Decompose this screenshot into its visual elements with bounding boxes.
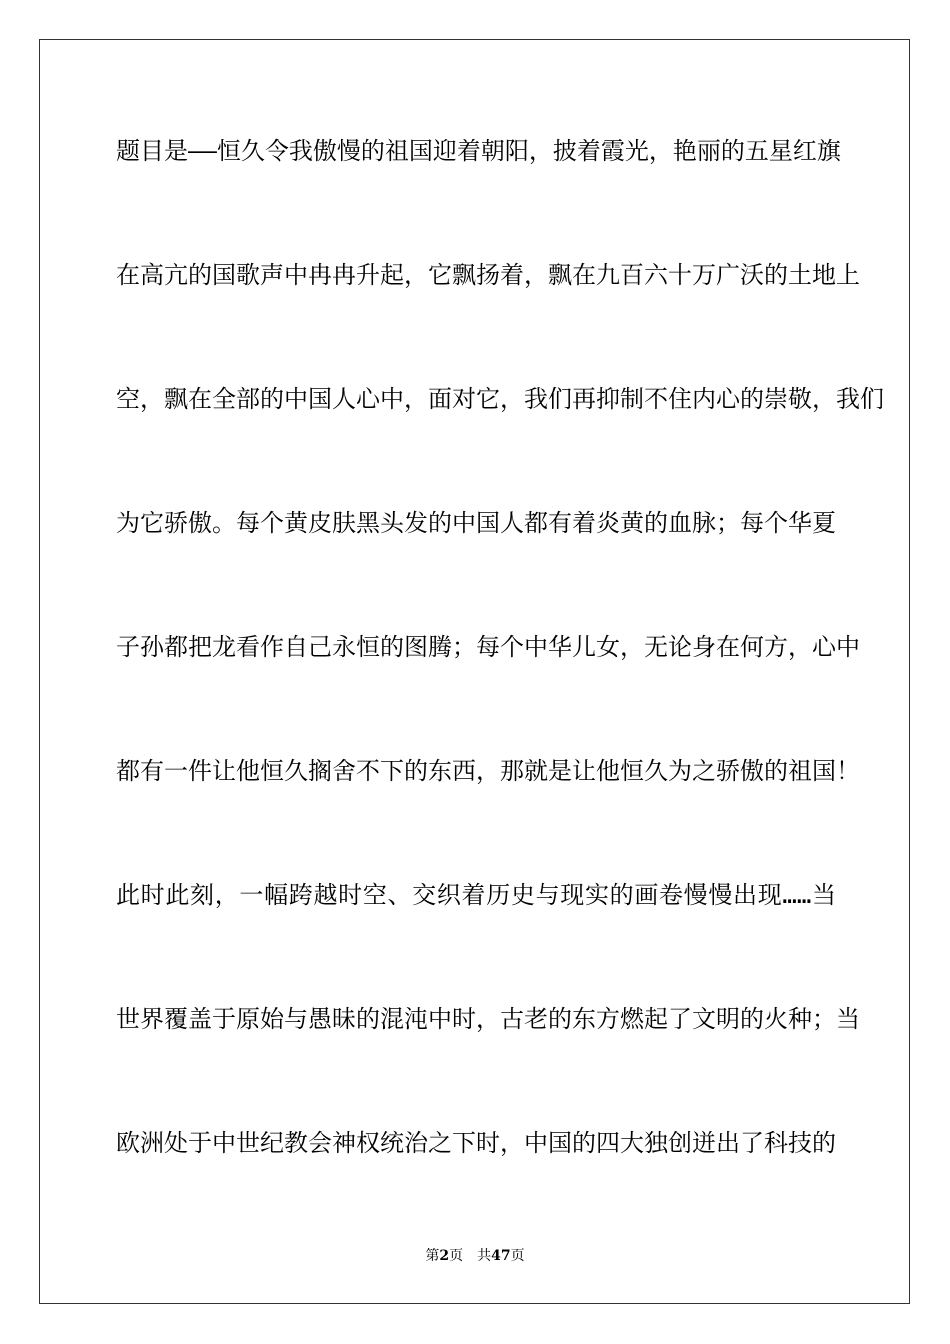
total-suffix: 页 xyxy=(510,1248,525,1264)
text-line-2: 在高亢的国歌声中冉冉升起，它飘扬着，飘在九百六十万广沃的土地上 xyxy=(116,261,860,289)
text-line-9: 欧洲处于中世纪教会神权统治之下时，中国的四大独创迸出了科技的 xyxy=(116,1129,836,1157)
page-border xyxy=(39,39,910,1304)
text-line-4: 为它骄傲。每个黄皮肤黑头发的中国人都有着炎黄的血脉；每个华夏 xyxy=(116,509,836,537)
page-suffix: 页 xyxy=(449,1248,464,1264)
page-number: 2 xyxy=(439,1248,450,1264)
page-footer xyxy=(0,1245,950,1265)
text-line-3: 空，飘在全部的中国人心中，面对它，我们再抑制不住内心的崇敬，我们 xyxy=(116,385,884,413)
page-prefix: 第 xyxy=(425,1248,440,1264)
text-line-6: 都有一件让他恒久搁舍不下的东西，那就是让他恒久为之骄傲的祖国！ xyxy=(116,757,860,785)
text-line-1: 题目是——恒久令我傲慢的祖国迎着朝阳，披着霞光，艳丽的五星红旗 xyxy=(116,137,841,165)
text-line-8: 世界覆盖于原始与愚昧的混沌中时，古老的东方燃起了文明的火种；当 xyxy=(116,1005,860,1033)
text-line-5: 子孙都把龙看作自己永恒的图腾；每个中华儿女，无论身在何方，心中 xyxy=(116,633,860,661)
total-prefix: 共 xyxy=(477,1248,492,1264)
total-pages: 47 xyxy=(491,1248,511,1264)
text-line-7: 此时此刻，一幅跨越时空、交织着历史与现实的画卷慢慢出现……当 xyxy=(116,881,836,909)
